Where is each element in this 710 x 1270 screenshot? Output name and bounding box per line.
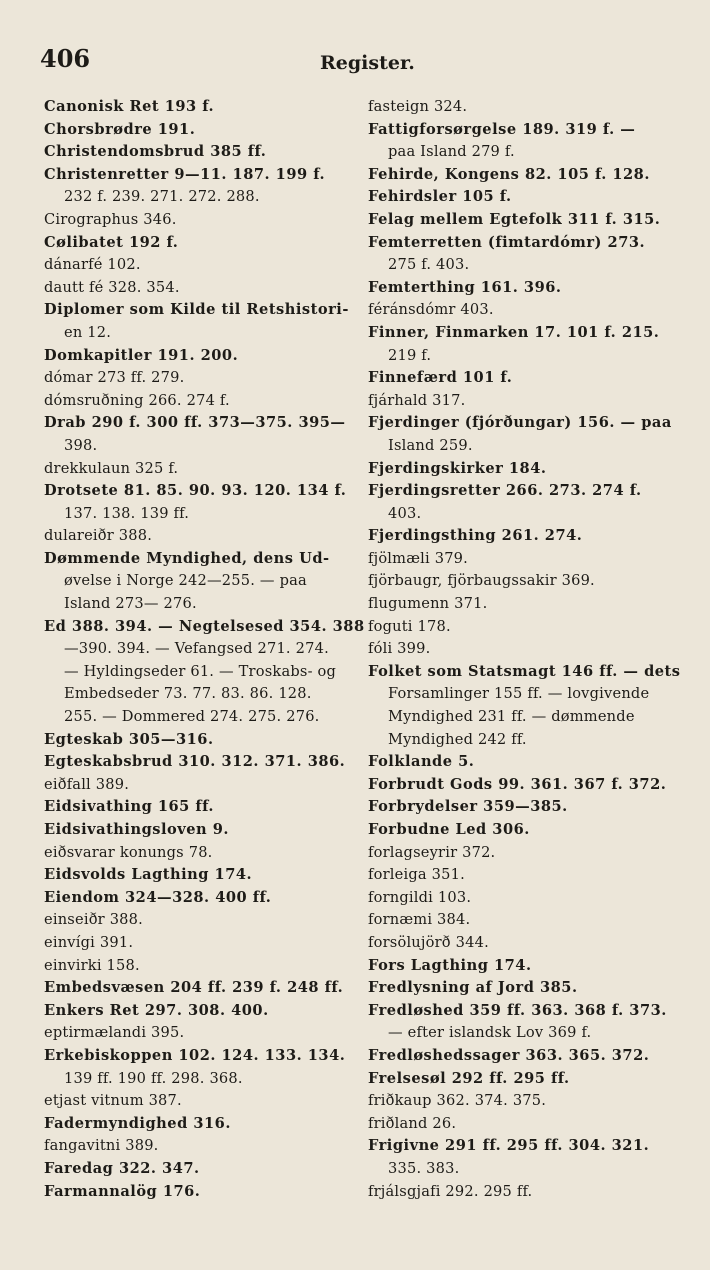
index-entry: forlagseyrir 372. (368, 843, 496, 861)
left-index-column (44, 96, 365, 1203)
index-entry: paa Island 279 f. (388, 143, 515, 161)
index-entry: Fredløshed 359 ff. 363. 368 f. 373. (368, 1001, 667, 1019)
index-entry: forngildi 103. (368, 888, 472, 906)
index-entry: Folklande 5. (368, 753, 475, 771)
index-entry: 403. (388, 504, 422, 522)
index-entry: féránsdómr 403. (368, 301, 494, 319)
index-entry: drekkulaun 325 f. (44, 459, 179, 477)
index-entry: Christendomsbrud 385 ff. (44, 143, 267, 161)
index-entry: Drab 290 f. 300 ff. 373—375. 395— (44, 414, 346, 432)
index-entry: Forbudne Led 306. (368, 821, 530, 838)
index-entry: Myndighed 242 ff. (388, 730, 527, 748)
index-entry: Egteskabsbrud 310. 312. 371. 386. (44, 753, 346, 771)
index-entry: Fehirdsler 105 f. (368, 188, 512, 206)
index-entry: — efter islandsk Lov 369 f. (388, 1024, 592, 1042)
index-entry: Island 259. (388, 436, 473, 454)
index-entry: Folket som Statsmagt 146 ff. — dets (368, 662, 681, 680)
index-entry: en 12. (64, 323, 112, 341)
index-entry: Fredlysning af Jord 385. (368, 979, 578, 997)
index-entry: dautt fé 328. 354. (44, 278, 180, 296)
index-entry: dánarfé 102. (44, 256, 141, 274)
index-entry: 232 f. 239. 271. 272. 288. (64, 188, 260, 206)
index-entry: friðkaup 362. 374. 375. (368, 1092, 547, 1110)
index-entry: Fors Lagthing 174. (368, 956, 532, 974)
index-entry: flugumenn 371. (368, 595, 488, 613)
index-entry: foguti 178. (368, 617, 451, 635)
index-entry: dómar 273 ff. 279. (44, 369, 185, 387)
index-entry: einseiðr 388. (44, 911, 143, 929)
index-entry: Frigivne 291 ff. 295 ff. 304. 321. (368, 1137, 650, 1155)
index-entry: Fjerdingsretter 266. 273. 274 f. (368, 482, 642, 500)
page-header (40, 44, 415, 80)
index-entry: forleiga 351. (368, 866, 465, 884)
index-entry: Faredag 322. 347. (44, 1159, 200, 1177)
index-entry: Forbrudt Gods 99. 361. 367 f. 372. (368, 775, 667, 793)
index-entry: Fjerdingsthing 261. 274. (368, 527, 583, 545)
index-entry: Egteskab 305—316. (44, 730, 214, 748)
right-index-column (368, 96, 681, 1203)
index-entry: Fredløshedssager 363. 365. 372. (368, 1046, 650, 1064)
index-entry: Fjerdingskirker 184. (368, 459, 547, 477)
index-entry: Femterthing 161. 396. (368, 278, 562, 296)
index-entry: Embedseder 73. 77. 83. 86. 128. (64, 685, 312, 703)
index-entry: Eidsivathing 165 ff. (44, 798, 215, 816)
index-entry: frjálsgjafi 292. 295 ff. (368, 1182, 533, 1200)
index-entry: Fjerdinger (fjórðungar) 156. — paa (368, 414, 672, 432)
index-entry: einvígi 391. (44, 933, 134, 951)
index-entry: Myndighed 231 ff. — dømmende (388, 708, 635, 726)
index-entry: Eidsvolds Lagthing 174. (44, 866, 253, 884)
running-head: Register. (320, 52, 415, 74)
index-entry: fjölmæli 379. (368, 549, 469, 567)
page-number: 406 (40, 44, 91, 73)
index-entry: Finnefærd 101 f. (368, 369, 513, 387)
index-entry: 219 f. (388, 346, 432, 364)
index-entry: etjast vitnum 387. (44, 1092, 182, 1110)
index-entry: Diplomer som Kilde til Retshistori- (44, 301, 349, 319)
index-entry: 275 f. 403. (388, 256, 470, 274)
index-entry: Enkers Ret 297. 308. 400. (44, 1001, 269, 1019)
index-entry: 137. 138. 139 ff. (64, 504, 190, 522)
index-entry: fangavitni 389. (44, 1137, 159, 1155)
index-entry: forsölujörð 344. (368, 933, 489, 951)
index-entry: 255. — Dommered 274. 275. 276. (64, 708, 320, 726)
index-entry: fóli 399. (368, 640, 431, 658)
index-entry: Eidsivathingsloven 9. (44, 821, 229, 838)
index-entry: Femterretten (fimtardómr) 273. (368, 233, 646, 251)
index-entry: Christenretter 9—11. 187. 199 f. (44, 165, 326, 183)
index-entry: Cirographus 346. (44, 210, 177, 228)
index-entry: 139 ff. 190 ff. 298. 368. (64, 1069, 243, 1087)
index-entry: eiðfall 389. (44, 775, 130, 793)
index-entry: Forsamlinger 155 ff. — lovgivende (388, 685, 650, 703)
index-entry: 398. (64, 436, 98, 454)
index-entry: fjörbaugr, fjörbaugssakir 369. (368, 572, 595, 590)
index-entry: — Hyldingseder 61. — Troskabs- og (64, 662, 337, 680)
index-entry: dómsruðning 266. 274 f. (44, 391, 230, 409)
index-entry: Fadermyndighed 316. (44, 1114, 231, 1132)
index-entry: Ed 388. 394. — Negtelsesed 354. 388 (44, 617, 365, 635)
index-entry: einvirki 158. (44, 956, 140, 974)
index-entry: eptirmælandi 395. (44, 1024, 185, 1042)
index-entry: Chorsbrødre 191. (44, 120, 196, 138)
index-entry: Canonisk Ret 193 f. (44, 98, 215, 115)
index-entry: Frelsesøl 292 ff. 295 ff. (368, 1069, 570, 1087)
index-entry: fjárhald 317. (368, 391, 466, 409)
index-entry: Dømmende Myndighed, dens Ud- (44, 549, 330, 567)
index-entry: Eiendom 324—328. 400 ff. (44, 888, 272, 906)
index-entry: friðland 26. (368, 1114, 457, 1132)
index-entry: fasteign 324. (368, 98, 468, 115)
index-entry: Domkapitler 191. 200. (44, 346, 239, 364)
index-entry: Island 273— 276. (64, 595, 197, 613)
index-entry: Fattigforsørgelse 189. 319 f. — (368, 120, 636, 138)
index-entry: Cølibatet 192 f. (44, 233, 179, 251)
index-entry: Farmannalög 176. (44, 1182, 201, 1200)
index-entry: Fehirde, Kongens 82. 105 f. 128. (368, 165, 650, 183)
index-entry: Erkebiskoppen 102. 124. 133. 134. (44, 1046, 346, 1064)
index-entry: øvelse i Norge 242—255. — paa (64, 572, 307, 590)
index-entry: Finner, Finmarken 17. 101 f. 215. (368, 323, 660, 341)
index-entry: Forbrydelser 359—385. (368, 798, 568, 816)
index-entry: dulareiðr 388. (44, 527, 153, 545)
index-entry: 335. 383. (388, 1159, 460, 1177)
index-entry: Embedsvæsen 204 ff. 239 f. 248 ff. (44, 979, 344, 997)
index-entry: Felag mellem Egtefolk 311 f. 315. (368, 210, 661, 228)
index-entry: —390. 394. — Vefangsed 271. 274. (64, 640, 329, 658)
index-entry: Drotsete 81. 85. 90. 93. 120. 134 f. (44, 482, 347, 500)
index-entry: fornæmi 384. (368, 911, 471, 929)
index-entry: eiðsvarar konungs 78. (44, 843, 213, 861)
